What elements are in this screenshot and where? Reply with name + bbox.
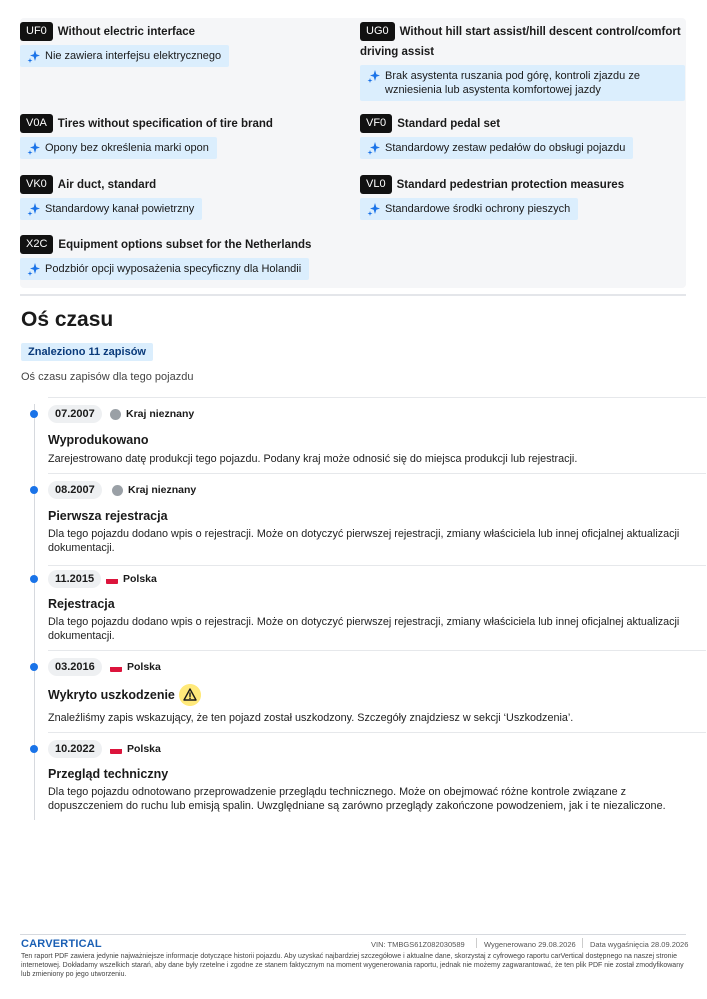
translation-chip — [360, 198, 578, 220]
equipment-code: UG0 — [360, 22, 395, 41]
entry-divider — [48, 732, 706, 733]
entry-divider — [48, 473, 706, 474]
country-name: Polska — [123, 573, 157, 585]
entry-country — [106, 573, 157, 585]
entry-country — [110, 743, 161, 755]
translation-chip — [20, 137, 217, 159]
globe-icon — [110, 409, 121, 420]
entry-date: 11.2015 — [48, 570, 101, 588]
translation-chip — [20, 198, 202, 220]
timeline-dot — [30, 663, 38, 671]
entry-title: Przegląd techniczny — [48, 767, 169, 781]
entry-date: 10.2022 — [48, 740, 102, 758]
translation-chip — [360, 137, 633, 159]
equipment-code: VK0 — [20, 175, 53, 194]
translation-chip — [20, 258, 309, 280]
entry-description: Dla tego pojazdu dodano wpis o rejestracji. Może on dotyczyć pierwszej rejestracji, zmiany właściciela lub innej oficjalnej aktualizacji dokumentacji. — [48, 528, 680, 554]
entry-country — [112, 484, 196, 496]
ai-sparkle-icon — [367, 69, 381, 83]
globe-icon — [112, 485, 123, 496]
equipment-name: Equipment options subset for the Netherlands — [58, 239, 312, 251]
equipment-item — [20, 22, 345, 67]
translation-chip — [360, 65, 685, 101]
timeline-entry — [20, 650, 686, 732]
poland-flag-icon — [110, 745, 122, 754]
equipment-item — [20, 114, 345, 159]
entry-date: 07.2007 — [48, 405, 102, 423]
entry-description: Znaleźliśmy zapis wskazujący, że ten pojazd został uszkodzony. Szczegóły znajdziesz w sekcji ‘Uszkodzenia’. — [48, 712, 574, 724]
entry-divider — [48, 650, 706, 651]
translation-text: Opony bez określenia marki opon — [45, 142, 209, 154]
ai-sparkle-icon — [27, 262, 41, 276]
translation-text: Podzbiór opcji wyposażenia specyficzny dla Holandii — [45, 263, 302, 275]
timeline-entry — [20, 565, 686, 650]
entry-title: Pierwsza rejestracja — [48, 509, 168, 523]
timeline-dot — [30, 410, 38, 418]
section-divider — [20, 294, 686, 296]
translation-text: Brak asystenta ruszania pod górę, kontroli zjazdu ze wzniesienia lub asystenta komfortowej jazdy — [385, 70, 640, 96]
equipment-name: Standard pedestrian protection measures — [396, 179, 625, 191]
equipment-code: X2C — [20, 235, 53, 254]
warning-icon — [179, 684, 201, 706]
footer-expires: Data wygaśnięcia 28.09.2026 — [590, 940, 689, 949]
timeline-entry — [20, 732, 686, 820]
equipment-name: Air duct, standard — [57, 179, 157, 191]
entry-country — [110, 661, 161, 673]
footer-divider — [20, 934, 686, 935]
entry-date: 03.2016 — [48, 658, 102, 676]
ai-sparkle-icon — [367, 202, 381, 216]
footer-separator — [582, 938, 583, 948]
equipment-panel — [20, 18, 686, 288]
translation-text: Standardowe środki ochrony pieszych — [385, 203, 571, 215]
ai-sparkle-icon — [27, 49, 41, 63]
entry-date: 08.2007 — [48, 481, 102, 499]
footer-generated: Wygenerowano 29.08.2026 — [484, 940, 576, 949]
equipment-name: Without hill start assist/hill descent control/comfort driving assist — [360, 26, 681, 58]
equipment-name: Without electric interface — [57, 26, 196, 38]
country-name: Polska — [127, 743, 161, 755]
entry-description: Dla tego pojazdu dodano wpis o rejestracji. Może on dotyczyć pierwszej rejestracji, zmiany właściciela lub innej oficjalnej aktualizacji dokumentacji. — [48, 616, 680, 642]
translation-text: Standardowy zestaw pedałów do obsługi pojazdu — [385, 142, 626, 154]
poland-flag-icon — [110, 663, 122, 672]
country-name: Kraj nieznany — [126, 408, 195, 420]
translation-chip — [20, 45, 229, 67]
equipment-code: VL0 — [360, 175, 392, 194]
timeline-dot — [30, 575, 38, 583]
equipment-item — [20, 235, 345, 280]
equipment-item — [20, 175, 345, 220]
entry-title: Rejestracja — [48, 597, 115, 611]
ai-sparkle-icon — [27, 202, 41, 216]
entry-divider — [48, 397, 706, 398]
entry-description: Zarejestrowano datę produkcji tego pojazdu. Podany kraj może odnosić się do miejsca produkcji lub rejestracji. — [48, 453, 578, 465]
equipment-item — [360, 22, 685, 101]
section-subtitle: Oś czasu zapisów dla tego pojazdu — [21, 371, 194, 383]
entry-description: Dla tego pojazdu odnotowano przeprowadzenie przeglądu technicznego. Może on obejmować różne kontrole związane z dopuszczeniem do ruchu lub emisją spalin. Uwzględniane są zarówno przeglądy zakończone powodzeniem, jak i te niezaliczone. — [48, 786, 666, 812]
ai-sparkle-icon — [27, 141, 41, 155]
timeline-entry — [20, 473, 686, 565]
poland-flag-icon — [106, 575, 118, 584]
ai-sparkle-icon — [367, 141, 381, 155]
timeline-dot — [30, 486, 38, 494]
entry-divider — [48, 565, 706, 566]
translation-text: Standardowy kanał powietrzny — [45, 203, 195, 215]
section-title: Oś czasu — [21, 308, 114, 331]
footer-vin: VIN: TMBGS61Z082030589 — [371, 940, 465, 949]
footer-separator — [476, 938, 477, 948]
equipment-code: VF0 — [360, 114, 392, 133]
country-name: Kraj nieznany — [128, 484, 197, 496]
entry-title: Wykryto uszkodzenie — [48, 688, 175, 702]
entry-country — [110, 408, 194, 420]
timeline-entry — [20, 397, 686, 473]
footer-disclaimer: Ten raport PDF zawiera jedynie najważniejsze informacje dotyczące historii pojazdu. Aby uzyskać najbardziej szczegółowe i aktualne dane, skorzystaj z cyfrowego raportu carVertical dostępnego na naszej stronie internetowej. Dokładamy wszelkich starań, aby dane były rzetelne i zgodne ze stanem faktycznym na moment wygenerowania raportu, jednak nie możemy zagwarantować, że ten plik PDF nie został zmodyfikowany lub zmieniony po jego utworzeniu. — [21, 953, 684, 978]
country-name: Polska — [127, 661, 161, 673]
carvertical-logo: CARVERTICAL — [21, 938, 102, 950]
equipment-item — [360, 114, 685, 159]
equipment-item — [360, 175, 685, 220]
timeline-dot — [30, 745, 38, 753]
equipment-name: Standard pedal set — [397, 118, 501, 130]
equipment-name: Tires without specification of tire brand — [57, 118, 273, 130]
entry-title: Wyprodukowano — [48, 433, 149, 447]
equipment-code: V0A — [20, 114, 53, 133]
translation-text: Nie zawiera interfejsu elektrycznego — [45, 50, 222, 62]
records-found-badge: Znaleziono 11 zapisów — [21, 343, 153, 361]
equipment-code: UF0 — [20, 22, 53, 41]
